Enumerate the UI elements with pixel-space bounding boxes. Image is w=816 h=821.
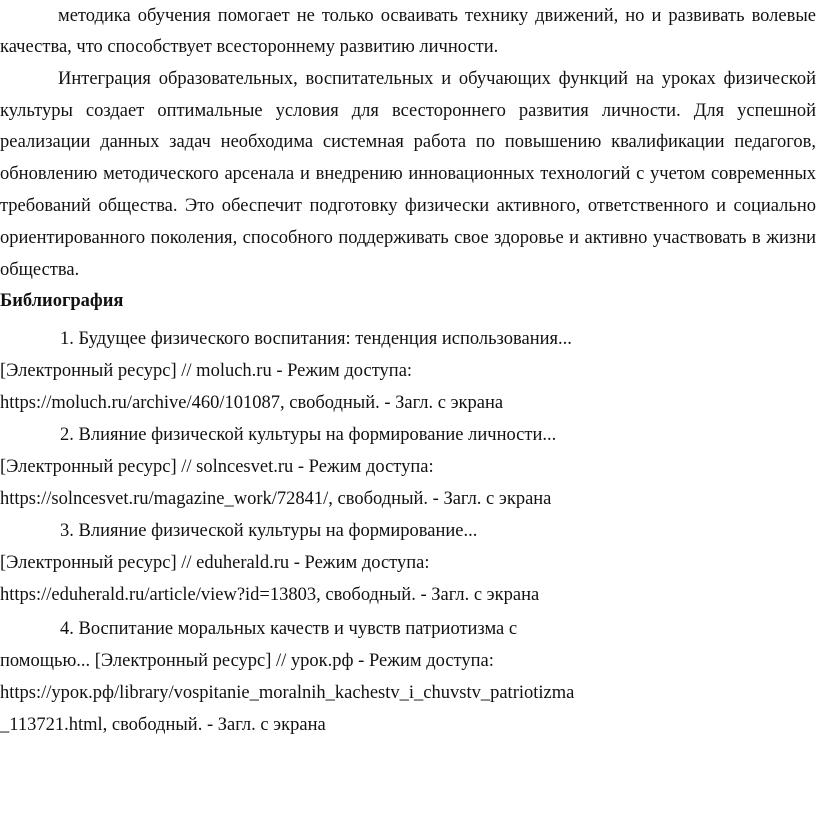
bibliography-entry-url: _113721.html, свободный. - Загл. с экрана <box>0 715 326 735</box>
paragraph-line: методика обучения помогает не только осваивать технику движений, но и развивать волевые <box>58 6 816 26</box>
bibliography-entry-line: 4. Воспитание моральных качеств и чувств патриотизма с <box>60 619 518 639</box>
bibliography-entry-line: [Электронный ресурс] // solncesvet.ru - Режим доступа: <box>0 457 434 477</box>
paragraph-line: ориентированного поколения, способного поддерживать свое здоровье и активно участвовать в жизни <box>0 228 816 248</box>
bibliography-entry-line: [Электронный ресурс] // moluch.ru - Режим доступа: <box>0 361 413 381</box>
paragraph-line: требований общества. Это обеспечит подготовку физически активного, ответственного и социально <box>0 196 816 216</box>
paragraph-line: обновлению методического арсенала и внедрению инновационных технологий с учетом современных <box>0 164 816 184</box>
paragraph-line: реализации данных задач необходима системная работа по повышению квалификации педагогов, <box>0 132 816 152</box>
bibliography-entry-url: https://eduherald.ru/article/view?id=13803, свободный. - Загл. с экрана <box>0 585 540 605</box>
bibliography-entry-url: https://moluch.ru/archive/460/101087, свободный. - Загл. с экрана <box>0 393 504 413</box>
bibliography-entry-url: https://solncesvet.ru/magazine_work/72841/, свободный. - Загл. с экрана <box>0 489 552 509</box>
bibliography-entry-line: 1. Будущее физического воспитания: тенденция использования... <box>60 329 572 349</box>
bibliography-heading: Библиография <box>0 291 124 311</box>
paragraph-line: общества. <box>0 260 80 280</box>
paragraph-line: культуры создает оптимальные условия для всестороннего развития личности. Для успешной <box>0 101 816 121</box>
paragraph-line: качества, что способствует всестороннему развитию личности. <box>0 37 499 57</box>
bibliography-entry-line: 2. Влияние физической культуры на формирование личности... <box>60 425 557 445</box>
bibliography-entry-line: помощью... [Электронный ресурс] // урок.рф - Режим доступа: <box>0 651 494 671</box>
bibliography-entry-line: 3. Влияние физической культуры на формирование... <box>60 521 478 541</box>
paragraph-line: Интеграция образовательных, воспитательных и обучающих функций на уроках физической <box>58 69 816 89</box>
bibliography-entry-line: [Электронный ресурс] // eduherald.ru - Режим доступа: <box>0 553 430 573</box>
bibliography-entry-url: https://урок.рф/library/vospitanie_moralnih_kachestv_i_chuvstv_patriotizma <box>0 683 575 703</box>
